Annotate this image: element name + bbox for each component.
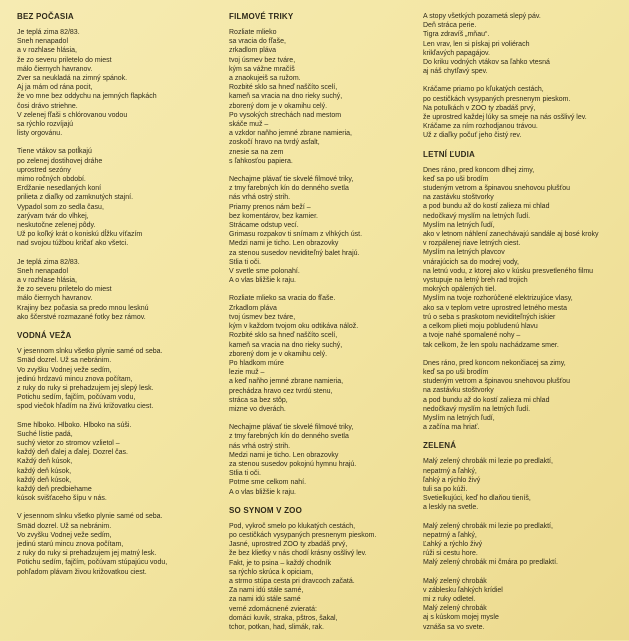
poem-line: ľahký a rýchlo živý xyxy=(423,476,481,484)
poem-line: Smäd dozrel. Už sa nebránim. xyxy=(17,522,112,530)
poem-line: keď sa po uši brodím xyxy=(423,175,489,183)
poem-line: po cestičkách vysypaných presnenym pieskom. xyxy=(229,531,377,539)
poem-section xyxy=(423,12,621,141)
stanza xyxy=(17,28,212,138)
poem-line: na letnú vodu, z ktorej ako v kúsku presvetleného filmu xyxy=(423,267,594,275)
poem-line: Svetielkujúci, keď ho dlaňou tieníš, xyxy=(423,495,531,503)
stanza xyxy=(423,522,621,568)
poem-line: jedinú starú mincu znova počítam, xyxy=(17,540,124,548)
stanza xyxy=(17,421,212,504)
poem-line: ako ščerstvé rozmazané fotky bez rámov. xyxy=(17,313,146,321)
poem-line: nepatrný a ľahký, xyxy=(423,467,477,475)
poem-line: z ruky do ruky si prehadzujem jej slepý lesk. xyxy=(17,384,154,392)
poem-section xyxy=(423,441,621,631)
poem-line: verné zdomácnené zvieratá: xyxy=(229,605,317,613)
poem-section xyxy=(17,12,212,322)
stanza xyxy=(423,12,621,76)
poem-title: FILMOVÉ TRIKY xyxy=(229,12,294,21)
poem-line: V jesennom slnku všetko plynie samé od seba. xyxy=(17,513,163,521)
poem-line: kúsok svišťaceho šípu v nás. xyxy=(17,495,107,503)
poem-line: Potichu sedím, fajčím, počúvam vodu, xyxy=(17,394,136,402)
poem-line: krikľavých papagájov. xyxy=(423,49,490,57)
stanza xyxy=(423,359,621,433)
poem-line: z tmy farebných kín do denného svetla xyxy=(229,185,349,193)
poem-line: každý deň kúsok, xyxy=(17,476,72,484)
poem-line: Medzi nami je ticho. Len obrazovky xyxy=(229,451,339,459)
poem-line: Jasné, uprostred ZOO ty zbadáš prvý, xyxy=(229,541,348,549)
poem-line: V jesennom slnku všetko plynie samé od seba. xyxy=(17,348,163,356)
poem-line: tchor, potkan, had, slimák, rak. xyxy=(229,623,324,631)
stanza xyxy=(229,522,419,632)
stanza xyxy=(423,577,621,632)
poem-line: Malý zelený chrobák xyxy=(423,605,487,613)
poem-line: Sneh nenapadol xyxy=(17,267,68,275)
poem-line: Je teplá zima 82/83. xyxy=(17,258,80,266)
poem-line: a znaokujeiš sa ružom. xyxy=(229,75,301,83)
poem-line: mizne vo dverách. xyxy=(229,405,286,413)
poem-line: v záblesku ľahkých krídiel xyxy=(423,586,503,594)
poem-title: BEZ POČASIA xyxy=(17,12,74,21)
poem-line: Krajiny bez počasia sa predo mnou lesknú xyxy=(17,304,149,312)
poem-line: lezie muž – xyxy=(229,369,265,377)
poem-line: každý deň predbiehame xyxy=(17,485,92,493)
poem-line: Je teplá zima 82/83. xyxy=(17,29,80,36)
poem-line: V svetle sme polonahí. xyxy=(229,268,300,276)
poem-line: Každý deň kúsok, xyxy=(17,458,73,466)
poem-line: málo čiernych havranov. xyxy=(17,295,93,303)
poem-line: každý deň kúsok, xyxy=(17,467,72,475)
poem-title: ZELENÁ xyxy=(423,441,457,451)
poem-line: Do kriku vodných vtákov sa ľahko vtesná xyxy=(423,59,550,67)
poem-line: a v rozhlase hlásia, xyxy=(17,277,77,285)
poem-line: zarývam tvár do vlhkej, xyxy=(17,212,89,220)
poem-line: Potichu sedím, fajčím, počúvam stúpajúcu vodu, xyxy=(17,559,168,567)
stanza xyxy=(17,512,212,576)
poem-line: Strácame odstup vecí. xyxy=(229,222,299,230)
poem-line: rúži si cestu hore. xyxy=(423,550,478,558)
poem-line: Smäd dozrel. Už sa nebránim. xyxy=(17,357,112,365)
poem-line: Suché lístie padá, xyxy=(17,430,73,438)
poem-line: kým v každom tvojom oku odtikáva nálož. xyxy=(229,323,359,331)
poem-line: a začína ma hriať. xyxy=(423,424,480,432)
poem-line: Vo zvyšku Vodnej veže sedím, xyxy=(17,531,112,539)
poem-line: vznáša sa vo svete. xyxy=(423,623,485,631)
poem-line: kameň sa vracia na dno rieky suchý, xyxy=(229,93,343,101)
poem-line: Erdžanie nesedlaných koní xyxy=(17,185,102,193)
poem-line: za stenou susedov pokojnú hymnu hrajú. xyxy=(229,460,357,468)
poem-line: znesie sa na zem xyxy=(229,148,284,156)
stanza xyxy=(229,28,419,166)
poem-line: čosi drávo striehne. xyxy=(17,102,78,110)
poem-line: Rozbité sklo sa hneď naščíto scelí, xyxy=(229,332,338,340)
poem-line: A o vlas bližšie k raju. xyxy=(229,488,296,496)
poem-line: keď sa po uši brodím xyxy=(423,368,489,376)
poem-line: A stopy všetkých pozametá slepý páv. xyxy=(423,13,541,20)
poem-line: po cestičkách vysypaných presnenym pieskom. xyxy=(423,95,571,103)
poem-line: Kráčame priamo po kľukatých cestách, xyxy=(423,86,544,94)
poem-line: tuli sa po kúži. xyxy=(423,485,468,493)
poem-section xyxy=(229,506,419,632)
poem-line: Myslím na letných ľudí, xyxy=(423,221,495,229)
poem-line: Po hladkom múre xyxy=(229,359,284,367)
poem-line: za nami idú stále samé xyxy=(229,596,301,604)
poem-line: spod viečok hľadím na živú križovatku ciest. xyxy=(17,403,154,411)
poem-line: zborený dom je v okamihu celý. xyxy=(229,102,328,110)
poem-line: Priamy prenos nám beží – xyxy=(229,203,311,211)
poem-line: nás vrhá ostrý strih. xyxy=(229,194,291,202)
poem-line: Zver sa neukladá na zimný spánok. xyxy=(17,75,128,83)
poem-line: mokrých opálených tiel. xyxy=(423,286,497,294)
poem-line: Rozbité sklo sa hneď naščíto scelí, xyxy=(229,84,338,92)
poem-line: nedočkavý myslím na letných ľudí. xyxy=(423,405,531,413)
poem-line: a tvoje nahé spomalené nohy – xyxy=(423,332,521,340)
poem-line: Myslím na tvoje rozhorúčené elektrizujúce vlasy, xyxy=(423,295,573,303)
poem-line: Malý zelený chrobák mi lezie po predlaktí, xyxy=(423,458,553,466)
poem-line: že uprostred každej lúky sa smeje na nás osšlivý lev. xyxy=(423,114,587,122)
poem-section xyxy=(229,12,419,497)
poem-line: A o vlas bližšie k raju. xyxy=(229,277,296,285)
poem-line: aj s kúskom mojej mysle xyxy=(423,614,499,622)
stanza xyxy=(229,294,419,414)
poem-line: Vo zvyšku Vodnej veže sedím, xyxy=(17,366,112,374)
poem-line: že zo severu priletelo do miest xyxy=(17,56,112,64)
stanza xyxy=(17,258,212,322)
poem-line: Na potulkách v ZOO ty zbadáš prvý, xyxy=(423,104,536,112)
poem-line: zborený dom je v okamihu celý. xyxy=(229,350,328,358)
poem-line: z ruky do ruky si prehadzujem jej matný lesk. xyxy=(17,550,157,558)
poem-line: Nechajme plávať tie skvelé filmové triky, xyxy=(229,424,354,432)
stanza xyxy=(17,147,212,248)
poem-line: že vo mne bez oddychu na jemných flapkách xyxy=(17,93,157,101)
poem-line: Sneh nenapadol xyxy=(17,38,68,46)
poem-line: suchý vietor zo stromov vzlietol – xyxy=(17,439,120,447)
poem-line: nad svojou túžbou kričať ako všetci. xyxy=(17,240,129,248)
poem-line: studeným vetrom a špinavou snehovou plušťou xyxy=(423,185,570,193)
poem-line: sa vracia do fľaše, xyxy=(229,38,286,46)
poem-line: neskutočne zelenej pôdy. xyxy=(17,222,96,230)
poem-line: Nechajme plávať tie skvelé filmové triky, xyxy=(229,176,354,184)
poem-line: skáče muž – xyxy=(229,121,269,129)
poem-line: Už z diaľky počuť jeho čistý rev. xyxy=(423,132,522,140)
poem-line: Stlia ti oči. xyxy=(229,470,261,478)
poem-line: a celkom plieti moju pobludenú hlavu xyxy=(423,323,538,331)
poem-line: a keď naňho jemné zbrane namieria, xyxy=(229,378,344,386)
poem-line: Deň strácа perie. xyxy=(423,22,477,30)
poem-line: Grimasu rozpakov ti snímam z vlhkých úst. xyxy=(229,231,363,239)
poem-line: na zastávku stoštvorky xyxy=(423,194,494,202)
poem-title: LETNÍ ĽUDIA xyxy=(423,149,475,159)
poem-line: Tiene vtákov sa potĺkajú xyxy=(17,148,92,156)
poem-line: V zelenej fľaši s chlórovanou vodou xyxy=(17,111,128,119)
poem-line: ako v letnom náhlení zanechávajú sandále aj bosé kroky xyxy=(423,231,599,239)
poem-line: Potme sme celkom nahí. xyxy=(229,479,307,487)
poem-line: Len vrav, len si pískaj pri voliérach xyxy=(423,40,530,48)
poem-line: aj náš chytľavý spev. xyxy=(423,68,488,76)
poem-line: trú o seba s praskotom neviditeľných iskier xyxy=(423,313,556,321)
poem-line: kameň sa vracia na dno rieky suchý, xyxy=(229,341,343,349)
poem-line: a strmo stúpa cesta pri dravcoch začatá. xyxy=(229,577,355,585)
poem-line: prilieta z diaľky od zamknutých stajní. xyxy=(17,194,134,202)
poem-line: listy orgovánu. xyxy=(17,130,63,138)
poem-line: tvoj úsmev bez tváre, xyxy=(229,56,296,64)
poem-line: za stenou susedov neviditeľný balet hrajú. xyxy=(229,249,360,257)
poem-line: Fakt, je to psina – každý chodník xyxy=(229,559,331,567)
column-right xyxy=(423,12,621,641)
poem-line: každý deň ďalej a ďalej. Dozrel čas. xyxy=(17,449,128,457)
poem-line: Rozliate mlieko xyxy=(229,29,277,36)
poem-line: Kráčame za ním rozhodjanou trávou. xyxy=(423,123,538,131)
poem-line: Už po koľký krát o koniskú dĺžku víťazím xyxy=(17,231,143,239)
poem-line: Malý zelený chrobák mi lezie po predlaktí, xyxy=(423,522,553,530)
poem-line: Malý zelený chrobák mi čmára po predlaktí. xyxy=(423,559,558,567)
poem-line: Za nami idú stále samé, xyxy=(229,587,304,595)
poem-line: Myslím na letných ľudí, xyxy=(423,414,495,422)
poem-line: tvoj úsmev bez tváre, xyxy=(229,313,296,321)
poem-line: kým sa vážne mračíš xyxy=(229,65,295,73)
poem-section xyxy=(423,150,621,433)
poem-line: Vypadol som zo sedla času, xyxy=(17,203,104,211)
poem-title: VODNÁ VEŽA xyxy=(17,331,72,341)
stanza xyxy=(17,347,212,411)
stanza xyxy=(423,166,621,350)
poem-line: a v rozhlase hlásia, xyxy=(17,47,77,55)
poem-line: Zrkadlom pláva xyxy=(229,304,277,312)
poem-line: zrkadlom pláva xyxy=(229,47,277,55)
poem-line: ako sa v teplom vetre uprostred letného mesta xyxy=(423,304,567,312)
poem-section xyxy=(17,331,212,577)
poem-line: Dnes ráno, pred koncom dlhej zimy, xyxy=(423,166,535,174)
stanza xyxy=(423,457,621,512)
column-left xyxy=(17,12,212,586)
poem-line: prechádza hravo cez tvrdú stenu, xyxy=(229,387,333,395)
poem-line: po zelenej dostihovej dráhe xyxy=(17,157,103,165)
poem-line: stráca sa bez stôp, xyxy=(229,396,288,404)
poem-line: zoskočí hravo na tvrdý asfalt, xyxy=(229,139,320,147)
poem-line: sa rýchlo skrúca k opiciam, xyxy=(229,568,314,576)
poem-line: na zastávku stoštvorky xyxy=(423,387,494,395)
poem-line: uprostred sezóny xyxy=(17,166,71,174)
poem-line: Sme hlboko. Hlboko. Hlboko na súši. xyxy=(17,421,132,429)
poem-line: pohľadom plávam živou križovatkou ciest. xyxy=(17,568,147,576)
poem-line: nás vrhá ostrý strih. xyxy=(229,442,291,450)
stanza xyxy=(229,423,419,497)
poem-line: a pod bundu až do kostí zalieza mi chlad xyxy=(423,203,550,211)
poem-line: v rozpálenej riave letných ciest. xyxy=(423,240,521,248)
poem-line: s ľahkosťou papiera. xyxy=(229,157,293,165)
stanza xyxy=(423,85,621,140)
poem-line: jedinú hrdzavú mincu znova počítam, xyxy=(17,375,133,383)
poem-line: Medzi nami je ticho. Len obrazovky xyxy=(229,240,339,248)
poem-line: Tigra zdravíš „mňau“. xyxy=(423,31,490,39)
poem-line: nepatrný a ľahký, xyxy=(423,531,477,539)
poem-line: Myslím na letných plavcov xyxy=(423,249,505,257)
poem-line: vystupuje na letný breh rad trojich xyxy=(423,277,528,285)
poem-line: bez komentárov, bez kamier. xyxy=(229,212,318,220)
poem-line: Rozliate mlieko sa vracia do fľaše. xyxy=(229,295,336,303)
poem-line: a vzkdor naňho jemné zbrane namieria, xyxy=(229,130,352,138)
poem-line: vnárajúcich sa do modrej vody, xyxy=(423,258,519,266)
poem-line: Malý zelený chrobák xyxy=(423,577,487,585)
poem-line: Pod, vykroč smelo po klukatých cestách, xyxy=(229,522,356,530)
poem-line: Stlia ti oči. xyxy=(229,258,261,266)
poem-line: Ľahký a rýchlo živý xyxy=(423,540,483,548)
poem-line: a pod bundu až do kostí zalieza mi chlad xyxy=(423,396,550,404)
poem-title: SO SYNOM V ZOO xyxy=(229,505,303,515)
poem-line: Aj ja mám od rána pocit, xyxy=(17,84,93,92)
poem-line: Dnes ráno, pred koncom nekončiacej sa zimy, xyxy=(423,359,566,367)
poem-line: a leskly na svetle. xyxy=(423,504,479,512)
poem-line: nedočkavý myslím na letných ľudí. xyxy=(423,212,531,220)
poem-line: z tmy farebných kín do denného svetla xyxy=(229,433,349,441)
poem-line: málo čiernych havranov. xyxy=(17,65,93,73)
poem-line: domáci kuvik, straka, pštros, šakal, xyxy=(229,614,338,622)
poem-line: tak celkom, že len spolu nachádzame smer. xyxy=(423,341,559,349)
poem-line: studeným vetrom a špinavou snehovou plušťou xyxy=(423,378,570,386)
poem-line: že zo severu priletelo do miest xyxy=(17,286,112,294)
poem-line: mimo ročných období. xyxy=(17,176,86,184)
poem-line: sa rýchlo rozvíjajú xyxy=(17,121,74,129)
poem-line: Po vysokých strechách nad mestom xyxy=(229,111,342,119)
poem-line: že bez klietky v nás chodí krásny osšlivý lev. xyxy=(229,550,367,558)
poem-line: mi z ruky odletel. xyxy=(423,595,476,603)
column-middle xyxy=(229,12,419,641)
stanza xyxy=(229,175,419,285)
